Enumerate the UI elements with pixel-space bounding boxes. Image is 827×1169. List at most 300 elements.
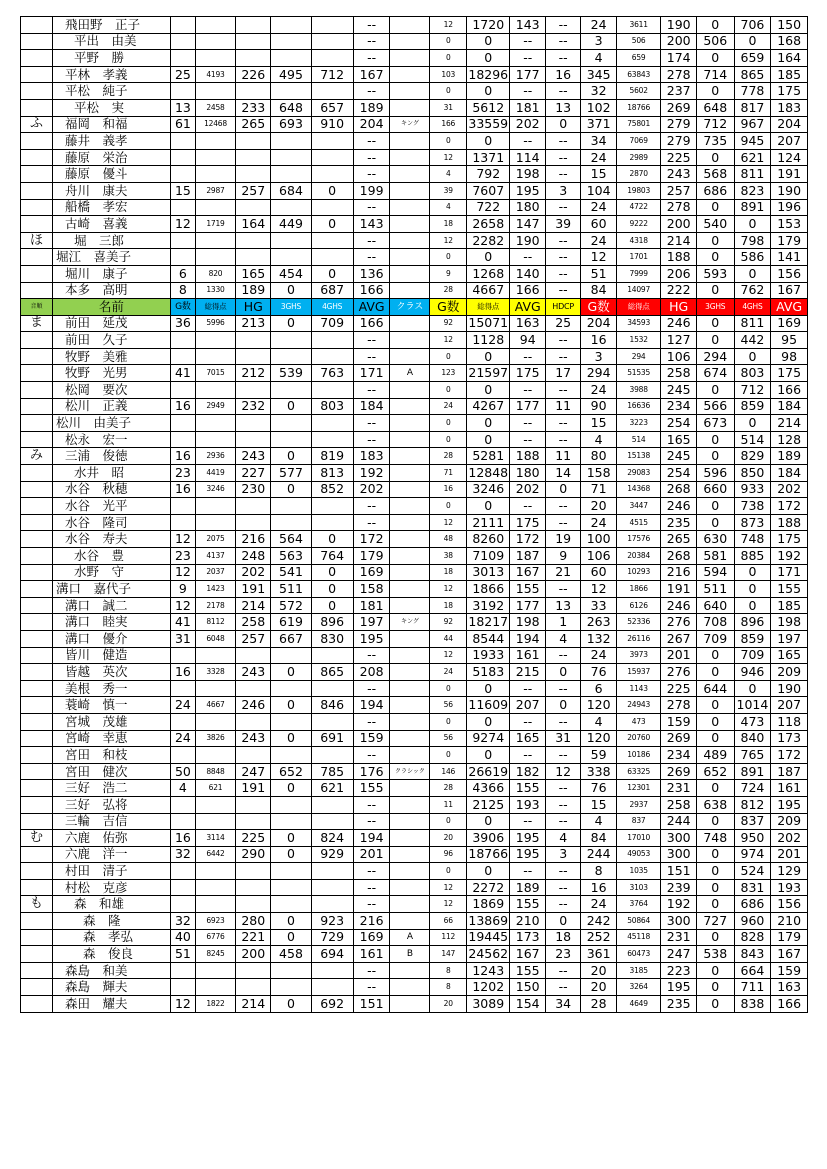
value-cell: 24 xyxy=(581,514,616,531)
name-cell: 村田 清子 xyxy=(53,863,171,880)
value-cell: 0 xyxy=(271,996,311,1013)
value-cell: 538 xyxy=(696,946,734,963)
value-cell: -- xyxy=(353,813,390,830)
value-cell xyxy=(170,647,195,664)
value-cell: -- xyxy=(545,896,580,913)
value-cell: 187 xyxy=(510,548,545,565)
value-cell: 50 xyxy=(170,763,195,780)
value-cell xyxy=(311,133,353,150)
table-row xyxy=(21,382,808,399)
value-cell: 34 xyxy=(545,996,580,1013)
value-cell: 190 xyxy=(771,182,808,199)
value-cell: 0 xyxy=(467,249,510,266)
value-cell xyxy=(195,332,235,349)
table-row xyxy=(21,730,808,747)
value-cell xyxy=(390,149,430,166)
name-cell: 平野 勝 xyxy=(53,50,171,67)
value-cell: 213 xyxy=(236,315,271,332)
value-cell: 244 xyxy=(581,846,616,863)
value-cell: 1423 xyxy=(195,581,235,598)
value-cell xyxy=(236,680,271,697)
value-cell: 586 xyxy=(734,249,771,266)
value-cell xyxy=(195,863,235,880)
name-cell: 水谷 豊 xyxy=(53,548,171,565)
value-cell: 9 xyxy=(170,581,195,598)
value-cell: 63843 xyxy=(616,66,661,83)
table-row xyxy=(21,50,808,67)
table-row xyxy=(21,747,808,764)
value-cell xyxy=(170,166,195,183)
value-cell: -- xyxy=(353,149,390,166)
name-cell: 牧野 美雅 xyxy=(53,348,171,365)
value-cell: 246 xyxy=(236,697,271,714)
value-cell: 51535 xyxy=(616,365,661,382)
value-cell: -- xyxy=(510,747,545,764)
value-cell xyxy=(170,431,195,448)
value-cell: 201 xyxy=(353,846,390,863)
name-cell: 三好 浩二 xyxy=(53,780,171,797)
value-cell: 96 xyxy=(430,846,467,863)
value-cell: -- xyxy=(353,713,390,730)
value-cell: 4137 xyxy=(195,548,235,565)
value-cell: 76 xyxy=(581,780,616,797)
value-cell: 183 xyxy=(771,99,808,116)
value-cell: 18766 xyxy=(616,99,661,116)
value-cell xyxy=(170,896,195,913)
value-cell: 712 xyxy=(311,66,353,83)
value-cell: 596 xyxy=(696,465,734,482)
value-cell: 0 xyxy=(467,382,510,399)
value-cell xyxy=(390,348,430,365)
value-cell xyxy=(236,962,271,979)
table-row xyxy=(21,182,808,199)
value-cell: 674 xyxy=(696,365,734,382)
value-cell: 129 xyxy=(771,863,808,880)
value-cell xyxy=(390,431,430,448)
value-cell: 8 xyxy=(430,962,467,979)
name-cell: 森 孝弘 xyxy=(53,929,171,946)
name-cell: 平松 実 xyxy=(53,99,171,116)
value-cell: 18296 xyxy=(468,66,509,82)
value-cell: 23 xyxy=(170,465,195,482)
value-cell: 177 xyxy=(510,597,545,614)
kana-cell xyxy=(21,365,53,382)
value-cell: 294 xyxy=(696,348,734,365)
value-cell xyxy=(271,896,311,913)
value-cell xyxy=(311,813,353,830)
value-cell: 950 xyxy=(734,830,771,847)
value-cell: 4 xyxy=(581,431,616,448)
value-cell: -- xyxy=(510,498,545,515)
value-cell: 21597 xyxy=(468,365,509,381)
value-cell: 171 xyxy=(771,564,808,581)
value-cell: 230 xyxy=(236,481,271,498)
value-cell xyxy=(236,979,271,996)
value-cell: 846 xyxy=(311,697,353,714)
value-cell: 7015 xyxy=(195,365,235,382)
value-cell: 189 xyxy=(353,99,390,116)
kana-cell xyxy=(21,431,53,448)
value-cell: 294 xyxy=(581,365,616,382)
value-cell: 215 xyxy=(510,664,545,681)
value-cell: 837 xyxy=(734,813,771,830)
value-cell: 20 xyxy=(430,830,467,847)
value-cell: 659 xyxy=(616,50,661,67)
table-row xyxy=(21,830,808,847)
value-cell: 191 xyxy=(236,581,271,598)
value-cell: 246 xyxy=(661,597,696,614)
value-cell: 180 xyxy=(510,199,545,216)
value-cell: 245 xyxy=(661,448,696,465)
value-cell: 5996 xyxy=(195,315,235,332)
name-cell: 溝口 嘉代子 xyxy=(53,581,171,598)
value-cell xyxy=(390,99,430,116)
value-cell: -- xyxy=(353,415,390,432)
value-cell: 621 xyxy=(195,780,235,797)
value-cell xyxy=(195,979,235,996)
value-cell: 0 xyxy=(696,780,734,797)
value-cell: 246 xyxy=(661,315,696,332)
value-cell: 188 xyxy=(661,249,696,266)
value-cell: 234 xyxy=(661,747,696,764)
value-cell: -- xyxy=(353,50,390,67)
table-row xyxy=(21,780,808,797)
value-cell: 278 xyxy=(661,199,696,216)
value-cell: 235 xyxy=(661,996,696,1013)
value-cell xyxy=(170,713,195,730)
value-cell xyxy=(390,33,430,50)
value-cell: 3988 xyxy=(616,382,661,399)
value-cell: 0 xyxy=(430,680,467,697)
value-cell: 0 xyxy=(734,564,771,581)
value-cell xyxy=(311,647,353,664)
value-cell: 4366 xyxy=(467,780,510,797)
value-cell: 566 xyxy=(696,398,734,415)
value-cell xyxy=(236,863,271,880)
value-cell xyxy=(271,514,311,531)
value-cell: 3 xyxy=(545,182,580,199)
value-cell xyxy=(195,33,235,50)
kana-cell xyxy=(21,265,53,282)
value-cell: 2272 xyxy=(467,879,510,896)
value-cell: 2282 xyxy=(467,232,510,249)
value-cell: 8260 xyxy=(467,531,510,548)
value-cell: -- xyxy=(510,50,545,67)
value-cell xyxy=(390,531,430,548)
value-cell: 172 xyxy=(510,531,545,548)
value-cell: -- xyxy=(510,680,545,697)
value-cell: 4419 xyxy=(195,465,235,482)
value-cell: 0 xyxy=(467,813,510,830)
value-cell xyxy=(271,813,311,830)
kana-cell xyxy=(21,382,53,399)
value-cell: 0 xyxy=(696,448,734,465)
value-cell xyxy=(390,548,430,565)
value-cell: -- xyxy=(545,249,580,266)
value-cell: 12 xyxy=(170,597,195,614)
value-cell: 18 xyxy=(545,929,580,946)
value-cell: 0 xyxy=(311,265,353,282)
value-cell: 0 xyxy=(467,348,510,365)
value-cell: 202 xyxy=(353,481,390,498)
value-cell: 21 xyxy=(545,564,580,581)
value-cell: -- xyxy=(353,431,390,448)
value-cell: 1014 xyxy=(734,697,771,714)
value-cell: 0 xyxy=(430,249,467,266)
value-cell: 9 xyxy=(545,548,580,565)
value-cell xyxy=(271,199,311,216)
value-cell: 711 xyxy=(734,979,771,996)
value-cell: -- xyxy=(545,813,580,830)
table-row xyxy=(21,763,808,780)
value-cell: 167 xyxy=(510,564,545,581)
table-row xyxy=(21,514,808,531)
value-cell: 63325 xyxy=(616,763,661,780)
value-cell xyxy=(311,962,353,979)
value-cell: 25 xyxy=(545,315,580,332)
value-cell: 0 xyxy=(696,996,734,1013)
value-cell: 630 xyxy=(696,531,734,548)
value-cell: 0 xyxy=(696,431,734,448)
value-cell: 279 xyxy=(661,116,696,133)
name-cell: 皆川 健造 xyxy=(53,647,171,664)
value-cell: 19803 xyxy=(616,182,661,199)
value-cell: 12 xyxy=(430,17,467,34)
value-cell xyxy=(170,796,195,813)
value-cell xyxy=(195,514,235,531)
value-cell: 114 xyxy=(510,149,545,166)
value-cell: 706 xyxy=(734,17,771,34)
name-cell: 飛田野 正子 xyxy=(53,17,171,34)
value-cell: -- xyxy=(545,431,580,448)
value-cell: 11 xyxy=(545,398,580,415)
header-name-cell: 名前 xyxy=(53,299,171,316)
value-cell: 106 xyxy=(581,548,616,565)
value-cell: -- xyxy=(510,83,545,100)
kana-cell xyxy=(21,99,53,116)
value-cell: 216 xyxy=(353,913,390,930)
value-cell: 3103 xyxy=(616,879,661,896)
kana-cell xyxy=(21,730,53,747)
value-cell: 124 xyxy=(771,149,808,166)
value-cell: -- xyxy=(545,879,580,896)
name-cell: 溝口 誠二 xyxy=(53,597,171,614)
value-cell: 34 xyxy=(581,133,616,150)
value-cell: 32 xyxy=(581,83,616,100)
table-row xyxy=(21,913,808,930)
value-cell: 242 xyxy=(581,913,616,930)
name-cell: 藤原 栄治 xyxy=(53,149,171,166)
kana-cell xyxy=(21,564,53,581)
value-cell: 5281 xyxy=(467,448,510,465)
value-cell: 0 xyxy=(696,846,734,863)
value-cell: 15138 xyxy=(616,448,661,465)
value-cell: 7607 xyxy=(467,182,510,199)
value-cell: 6923 xyxy=(195,913,235,930)
value-cell: 0 xyxy=(311,531,353,548)
value-cell xyxy=(390,216,430,233)
kana-cell xyxy=(21,863,53,880)
value-cell: 179 xyxy=(771,929,808,946)
value-cell: 859 xyxy=(734,398,771,415)
value-cell: 276 xyxy=(661,664,696,681)
table-row xyxy=(21,548,808,565)
kana-cell xyxy=(21,282,53,299)
table-row xyxy=(21,232,808,249)
value-cell: 850 xyxy=(734,465,771,482)
value-cell: 207 xyxy=(771,697,808,714)
value-cell: 3 xyxy=(581,33,616,50)
value-cell: 693 xyxy=(271,116,311,133)
value-cell: -- xyxy=(545,282,580,299)
value-cell: 974 xyxy=(734,846,771,863)
value-cell: 191 xyxy=(661,581,696,598)
value-cell: -- xyxy=(353,382,390,399)
value-cell: 0 xyxy=(696,647,734,664)
table-row xyxy=(21,680,808,697)
value-cell: 3185 xyxy=(616,962,661,979)
value-cell xyxy=(390,780,430,797)
value-cell: 0 xyxy=(467,50,510,67)
value-cell: 0 xyxy=(271,846,311,863)
name-cell: 藤原 優斗 xyxy=(53,166,171,183)
value-cell: 8245 xyxy=(195,946,235,963)
value-cell: キング xyxy=(390,614,430,631)
value-cell: 9 xyxy=(430,265,467,282)
value-cell: 20760 xyxy=(616,730,661,747)
value-cell: 6442 xyxy=(195,846,235,863)
value-cell xyxy=(311,680,353,697)
value-cell: 0 xyxy=(271,730,311,747)
value-cell: 709 xyxy=(311,315,353,332)
value-cell: 458 xyxy=(271,946,311,963)
name-cell: 宮崎 幸恵 xyxy=(53,730,171,747)
value-cell: 60473 xyxy=(616,946,661,963)
value-cell: A xyxy=(390,929,430,946)
table-row xyxy=(21,846,808,863)
value-cell xyxy=(271,50,311,67)
value-cell xyxy=(390,647,430,664)
name-cell: 平林 孝義 xyxy=(53,66,171,83)
value-cell: 511 xyxy=(696,581,734,598)
value-cell: 41 xyxy=(170,365,195,382)
value-cell: 14 xyxy=(545,465,580,482)
value-cell: -- xyxy=(353,133,390,150)
table-row xyxy=(21,630,808,647)
value-cell xyxy=(236,166,271,183)
kana-cell xyxy=(21,83,53,100)
value-cell: 169 xyxy=(353,929,390,946)
value-cell: 946 xyxy=(734,664,771,681)
kana-cell xyxy=(21,647,53,664)
value-cell: 738 xyxy=(734,498,771,515)
value-cell: 0 xyxy=(271,448,311,465)
value-cell: -- xyxy=(545,647,580,664)
value-cell: 177 xyxy=(510,398,545,415)
value-cell: -- xyxy=(353,199,390,216)
value-cell: 231 xyxy=(661,780,696,797)
value-cell: 3764 xyxy=(616,896,661,913)
value-cell xyxy=(170,332,195,349)
value-cell xyxy=(271,962,311,979)
value-cell xyxy=(236,249,271,266)
value-cell: 4515 xyxy=(616,514,661,531)
name-cell: 森 和雄 xyxy=(53,896,171,913)
value-cell: 190 xyxy=(510,232,545,249)
name-cell: 皆越 英次 xyxy=(53,664,171,681)
value-cell: 13 xyxy=(170,99,195,116)
name-cell: 三好 弘将 xyxy=(53,796,171,813)
value-cell: 48 xyxy=(430,531,467,548)
value-cell: 143 xyxy=(353,216,390,233)
header-cell: HG xyxy=(236,299,271,316)
kana-cell xyxy=(21,249,53,266)
value-cell xyxy=(390,713,430,730)
value-cell: 684 xyxy=(271,182,311,199)
kana-cell xyxy=(21,796,53,813)
value-cell: -- xyxy=(545,265,580,282)
value-cell xyxy=(390,830,430,847)
value-cell: 195 xyxy=(353,630,390,647)
kana-cell xyxy=(21,747,53,764)
value-cell: 243 xyxy=(236,664,271,681)
value-cell: 0 xyxy=(430,348,467,365)
value-cell: 198 xyxy=(771,614,808,631)
value-cell: 12 xyxy=(430,581,467,598)
value-cell: 0 xyxy=(696,149,734,166)
value-cell: 190 xyxy=(661,17,696,34)
name-cell: 藤井 義孝 xyxy=(53,133,171,150)
kana-cell xyxy=(21,581,53,598)
table-row xyxy=(21,581,808,598)
value-cell: 185 xyxy=(771,597,808,614)
value-cell: 24 xyxy=(581,17,616,34)
value-cell: -- xyxy=(545,514,580,531)
value-cell: 811 xyxy=(734,166,771,183)
value-cell: 257 xyxy=(236,182,271,199)
value-cell: 0 xyxy=(271,481,311,498)
kana-cell xyxy=(21,514,53,531)
value-cell: 15 xyxy=(581,796,616,813)
value-cell xyxy=(311,431,353,448)
value-cell: 12 xyxy=(170,564,195,581)
table-row xyxy=(21,664,808,681)
value-cell: 165 xyxy=(771,647,808,664)
value-cell: -- xyxy=(510,415,545,432)
value-cell: 803 xyxy=(734,365,771,382)
value-cell: 278 xyxy=(661,66,696,83)
value-cell: 2458 xyxy=(195,99,235,116)
kana-cell xyxy=(21,498,53,515)
value-cell: 664 xyxy=(734,962,771,979)
value-cell: 345 xyxy=(581,66,616,83)
value-cell: 0 xyxy=(734,597,771,614)
value-cell: 648 xyxy=(271,99,311,116)
value-cell: 214 xyxy=(236,597,271,614)
value-cell: 0 xyxy=(545,116,580,133)
value-cell: 785 xyxy=(311,763,353,780)
value-cell xyxy=(311,249,353,266)
value-cell xyxy=(195,680,235,697)
value-cell: 3447 xyxy=(616,498,661,515)
value-cell xyxy=(195,713,235,730)
value-cell: 167 xyxy=(771,946,808,963)
value-cell: 223 xyxy=(661,962,696,979)
value-cell: -- xyxy=(510,431,545,448)
value-cell xyxy=(170,50,195,67)
value-cell: 831 xyxy=(734,879,771,896)
value-cell: 237 xyxy=(661,83,696,100)
